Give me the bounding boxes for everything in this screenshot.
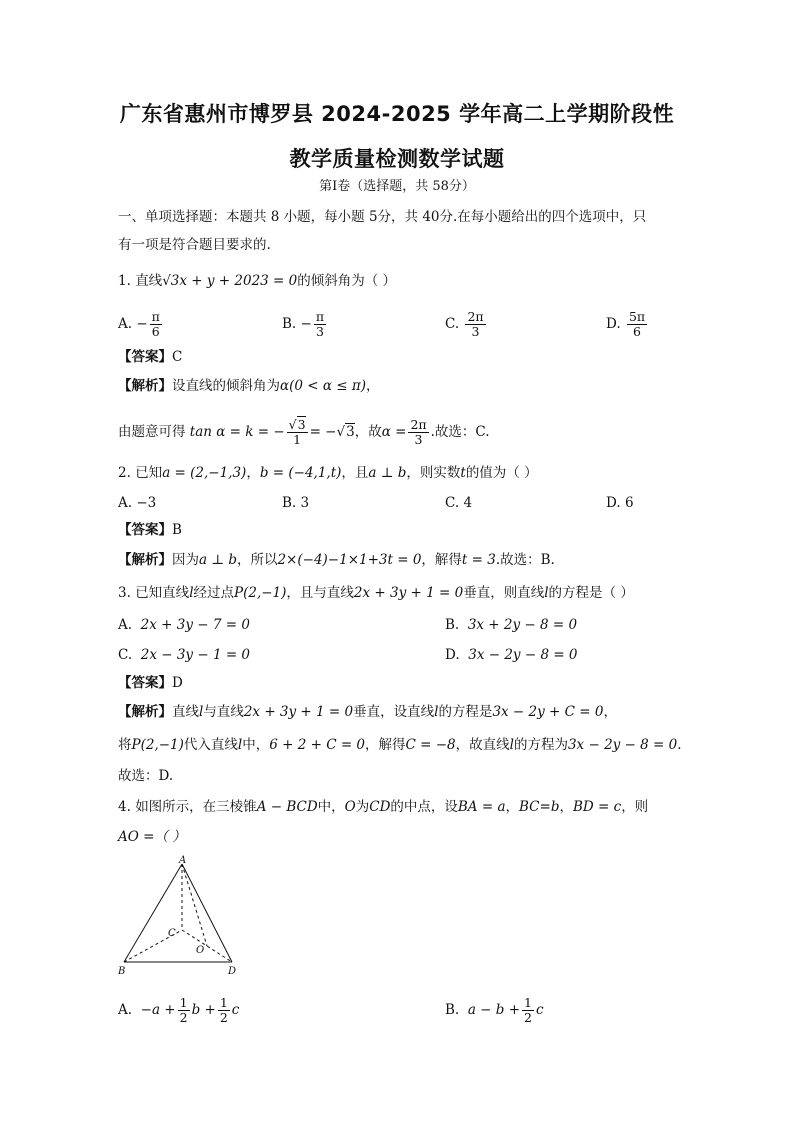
q2-stem: 2. 已知a = (2,−1,3)，b = (−4,1,t)，且a ⊥ b，则实数t的值为（ ）: [118, 465, 538, 481]
q2-option-d[interactable]: D. 6: [606, 495, 634, 511]
label-d: D: [228, 966, 237, 977]
section-heading-line1: 一、单项选择题：本题共 8 小题，每小题 5分，共 40分.在每小题给出的四个选项中，只: [118, 209, 647, 225]
q2-vector-a: a = (2,−1,3): [162, 465, 247, 481]
q1-stem-b: 的倾斜角为（ ）: [297, 273, 397, 289]
q3-option-a[interactable]: A. 2x + 3y − 7 = 0: [118, 617, 250, 633]
q2-option-c[interactable]: C. 4: [445, 495, 473, 511]
label-o: O: [196, 945, 205, 956]
q4-option-a[interactable]: A. −a + $\frac{1}{2}$ b + $\frac{1}{2}$ c: [118, 995, 240, 1025]
q1-analysis-line1: 【解析】设直线的倾斜角为α(0 < α ≤ π)，: [118, 378, 380, 394]
q1-stem: [118, 272, 396, 290]
q2-option-a[interactable]: A. −3: [118, 495, 157, 511]
q2-option-b[interactable]: B. 3: [282, 495, 310, 511]
pyramid-diagram: [118, 852, 248, 980]
sqrt-icon: √: [336, 424, 346, 440]
q4-option-b[interactable]: B. a − b + $\frac{1}{2}$ c: [445, 995, 544, 1025]
q3-option-c[interactable]: C. 2x − 3y − 1 = 0: [118, 647, 251, 663]
page-subtitle: 教学质量检测数学试题: [289, 147, 505, 171]
label-b: B: [118, 966, 126, 977]
q3-option-d[interactable]: D. 3x − 2y − 8 = 0: [445, 647, 578, 663]
q3-stem: 3. 已知直线l经过点P(2,−1)，且与直线2x + 3y + 1 = 0垂直，则直线l的方程是（ ）: [118, 585, 634, 601]
q3-analysis-line1: 【解析】直线l与直线2x + 3y + 1 = 0垂直，设直线l的方程是3x − 2y + C = 0，: [118, 704, 617, 720]
q1-option-a-fraction: $\frac{\pi}{6}$: [151, 309, 160, 339]
q1-option-c[interactable]: C. $\frac{2\pi}{3}$: [445, 309, 484, 339]
q1-option-d-fraction: $\frac{5\pi}{6}$: [628, 309, 646, 339]
edge-ad: [182, 864, 232, 962]
q2-vector-b: b = (−4,1,t): [259, 465, 342, 481]
sqrt-icon: √: [288, 417, 297, 432]
page-title: 广东省惠州市博罗县 2024-2025 学年高二上学期阶段性: [119, 102, 675, 126]
q1-option-b-fraction: $\frac{\pi}{3}$: [315, 309, 325, 339]
q1-option-d[interactable]: D. $\frac{5\pi}{6}$: [606, 309, 646, 339]
q3-analysis-line2: 将P(2,−1)代入直线l中，6 + 2 + C = 0，解得C = −8，故直线l的方程为3x − 2y − 8 = 0.: [118, 737, 682, 753]
label-c: C: [168, 928, 176, 939]
q4-stem-line1: 4. 如图所示，在三棱锥A − BCD中，O为CD的中点，设BA = a，BC=b，BD = c，则: [118, 799, 649, 815]
q1-option-b[interactable]: B. − $\frac{\pi}{3}$: [282, 309, 325, 339]
q1-option-c-fraction: $\frac{2\pi}{3}$: [467, 309, 484, 339]
part-heading: 第Ⅰ卷（选择题，共 58分）: [319, 179, 475, 194]
q1-number: 1.: [118, 273, 131, 289]
sqrt-icon: √: [162, 273, 171, 289]
edge-ab: [124, 864, 182, 962]
q3-analysis-line3: 故选：D.: [118, 768, 174, 784]
q1-equation: 3x + y + 2023 = 0: [170, 273, 298, 289]
label-a: A: [179, 855, 187, 866]
q3-answer: 【答案】D: [118, 675, 183, 691]
section-heading-line2: 有一项是符合题目要求的.: [118, 237, 271, 253]
q4-stem-line2: AO =（ ）: [118, 829, 186, 845]
q1-analysis-line2: 由题意可得 tan α = k = − $\frac{√3}{1}$ = −√3，故α = $\frac{2\pi}{3}$ .故选：C.: [118, 417, 490, 447]
q1-answer: 【答案】C: [118, 349, 183, 365]
q1-option-a[interactable]: A. − $\frac{\pi}{6}$: [118, 309, 160, 339]
q3-option-b[interactable]: B. 3x + 2y − 8 = 0: [445, 617, 578, 633]
q2-analysis: 【解析】因为a ⊥ b，所以2×(−4)−1×1+3t = 0，解得t = 3.故选：B.: [118, 552, 555, 568]
q1-stem-a: 直线: [135, 273, 163, 289]
q2-answer: 【答案】B: [118, 522, 182, 538]
